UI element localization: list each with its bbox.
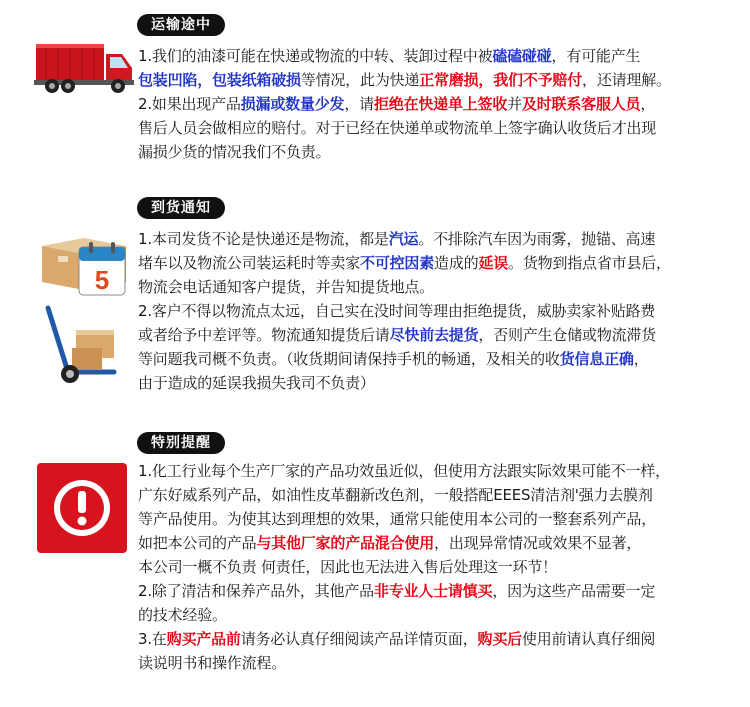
highlight-blue: 磕磕碰碰: [492, 47, 552, 65]
text-run: 由于造成的延误我损失我司不负责）: [138, 374, 375, 392]
text-run: 2.客户不得以物流点太远，自己实在没时间等理由拒绝提货，威胁卖家补贴路费: [138, 302, 656, 320]
text-run: 读说明书和操作流程。: [138, 654, 287, 672]
text-run: 堵车以及物流公司装运耗时等卖家: [138, 254, 361, 272]
text-run: 或者给予中差评等。物流通知提货后请: [138, 326, 390, 344]
arrival-section: [0, 190, 750, 415]
hand-truck-icon: [40, 302, 126, 386]
text-run: ，因为这些产品需要一定: [492, 582, 656, 600]
reminder-section: [0, 415, 750, 707]
highlight-blue: 尽快前去提货: [389, 326, 479, 344]
text-run: 使用前请认真仔细阅: [521, 630, 656, 648]
text-run: 如把本公司的产品: [138, 534, 257, 552]
highlight-blue: 损漏或数量少发: [240, 95, 345, 113]
text-run: 1.化工行业每个生产厂家的产品功效虽近似，但使用方法跟实际效果可能不一样，: [138, 462, 670, 480]
text-run: 3.在: [138, 630, 167, 648]
reminder-text: [138, 459, 738, 675]
text-run: 。货物到指点省市县后，: [508, 254, 671, 272]
text-run: 2.如果出现产品: [138, 95, 241, 113]
text-run: ，有可能产生: [551, 47, 641, 65]
text-run: ，请: [344, 95, 374, 113]
text-run: 物流会电话通知客户提货，并告知提货地点。: [138, 278, 435, 296]
text-run: 。不排除汽车因为雨雾，抛锚、高速: [418, 230, 656, 248]
text-run: 等问题我司概不负责。（收货期间请保持手机的畅通，及相关的收: [138, 350, 560, 368]
delivery-truck-icon: [34, 40, 136, 94]
arrival-text: [138, 227, 738, 395]
text-run: 2.除了清洁和保养产品外，其他产品: [138, 582, 374, 600]
text-run: 等情况，此为快递: [300, 71, 420, 89]
text-run: 广东好威系列产品，如油性皮革翻新改色剂，一般搭配EEES清洁剂'强力去膜剂: [138, 486, 653, 504]
highlight-red: 购买后: [477, 630, 522, 648]
text-run: 请务必认真仔细阅读产品详情页面，: [240, 630, 478, 648]
highlight-red: 购买产品前: [166, 630, 241, 648]
text-run: 本公司一概不负责 何责任，因此也无法进入售后处理这一环节！: [138, 558, 557, 576]
highlight-red: 正常磨损，我们不予赔付: [419, 71, 583, 89]
transport-section: [0, 0, 750, 190]
text-run: ，出现异常情况或效果不显著，: [434, 534, 642, 552]
transport-text: [138, 44, 738, 164]
text-run: 售后人员会做相应的赔付。对于已经在快递单或物流单上签字确认收货后才出现: [138, 119, 657, 137]
highlight-red: 及时联系客服人员: [521, 95, 641, 113]
text-run: 造成的: [434, 254, 479, 272]
text-run: 1.本司发货不论是快递还是物流，都是: [138, 230, 389, 248]
highlight-blue: 汽运: [388, 230, 419, 248]
highlight-blue: 不可控因素: [360, 254, 435, 272]
text-run: 等产品使用。为使其达到理想的效果，通常只能使用本公司的一整套系列产品，: [138, 510, 657, 528]
highlight-red: 非专业人士请慎买: [373, 582, 493, 600]
highlight-blue: 货信息正确: [559, 350, 634, 368]
calendar-number: 5: [94, 265, 110, 295]
warning-exclamation-icon: [37, 463, 127, 553]
text-run: 的技术经验。: [138, 606, 227, 624]
calendar-icon: [77, 241, 127, 297]
highlight-red: 拒绝在快递单上签收: [373, 95, 508, 113]
text-run: ，: [640, 95, 656, 113]
text-run: ，: [633, 350, 649, 368]
transport-title: 运输途中: [137, 14, 225, 36]
highlight-red: 与其他厂家的产品混合使用: [256, 534, 435, 552]
arrival-title: 到货通知: [137, 197, 225, 219]
reminder-title: 特别提醒: [137, 432, 225, 454]
text-run: ，还请理解。: [582, 71, 671, 89]
highlight-red: 延误: [478, 254, 509, 272]
highlight-blue: 包装凹陷，包装纸箱破损: [138, 71, 301, 89]
text-run: 1.我们的油漆可能在快递或物流的中转、装卸过程中被: [138, 47, 493, 65]
text-run: ，否则产生仓储或物流滞货: [478, 326, 657, 344]
text-run: 并: [507, 95, 522, 113]
text-run: 漏损少货的情况我们不负责。: [138, 143, 331, 161]
